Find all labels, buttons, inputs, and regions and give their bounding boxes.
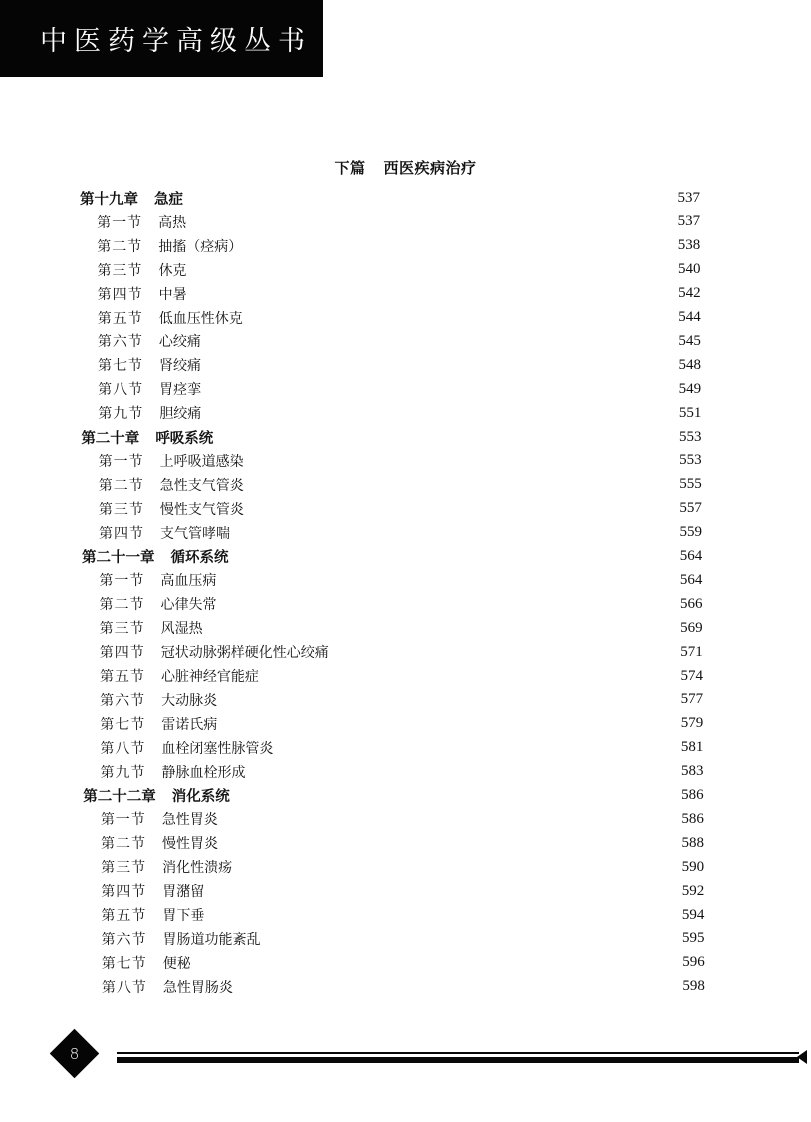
toc-section-row[interactable] bbox=[101, 903, 704, 927]
toc-section-row[interactable] bbox=[99, 568, 702, 592]
dot-leader bbox=[243, 240, 670, 252]
page-ref: 564 bbox=[679, 571, 703, 588]
dot-leader bbox=[231, 790, 674, 802]
dot-leader bbox=[218, 718, 673, 730]
page-ref: 544 bbox=[678, 309, 701, 325]
toc-section-row[interactable] bbox=[98, 306, 701, 330]
section-title: 冠状动脉粥样硬化性心绞痛 bbox=[160, 645, 329, 662]
page-ref: 537 bbox=[677, 189, 700, 206]
dot-leader bbox=[245, 455, 672, 467]
section-number: 第三节 bbox=[98, 501, 144, 518]
page-ref: 545 bbox=[678, 332, 701, 349]
page-ref: 574 bbox=[680, 667, 703, 684]
section-title: 高血压病 bbox=[160, 573, 217, 590]
section-title: 静脉血栓形成 bbox=[161, 764, 246, 781]
section-title: 急性胃炎 bbox=[161, 812, 218, 829]
footer-rule-thin bbox=[117, 1052, 799, 1054]
section-title: 中暑 bbox=[158, 286, 187, 303]
section-number: 第八节 bbox=[98, 382, 144, 399]
dot-leader bbox=[234, 981, 675, 993]
section-number: 第三节 bbox=[101, 860, 147, 877]
dot-leader bbox=[218, 694, 673, 706]
dot-leader bbox=[245, 503, 672, 515]
toc-section-row[interactable] bbox=[98, 377, 701, 401]
page-ref: 538 bbox=[677, 237, 701, 254]
dot-leader bbox=[245, 479, 672, 491]
page-ref: 583 bbox=[681, 763, 704, 780]
dot-leader bbox=[231, 527, 672, 539]
section-number: 第八节 bbox=[100, 740, 146, 757]
toc-chapter-row[interactable] bbox=[80, 186, 700, 210]
dot-leader bbox=[202, 335, 671, 347]
page-ref: 537 bbox=[677, 213, 701, 230]
toc-section-row[interactable] bbox=[102, 927, 705, 951]
section-title: 大动脉炎 bbox=[161, 692, 218, 709]
toc-section-row[interactable] bbox=[101, 855, 704, 879]
toc-section-row[interactable] bbox=[100, 664, 703, 688]
chapter-number: 第十九章 bbox=[80, 191, 138, 208]
dot-leader bbox=[217, 574, 672, 586]
page-ref: 598 bbox=[682, 978, 705, 995]
dot-leader bbox=[262, 933, 675, 945]
dot-leader bbox=[244, 312, 671, 324]
toc-section-row[interactable] bbox=[98, 353, 701, 377]
page-footer bbox=[0, 1020, 811, 1080]
part-name: 西医疾病治疗 bbox=[383, 159, 477, 177]
page-ref: 569 bbox=[680, 619, 703, 636]
section-title: 胆绞痛 bbox=[159, 406, 202, 423]
section-title: 抽搐（痉病） bbox=[158, 238, 243, 255]
dot-leader bbox=[187, 216, 670, 228]
dot-leader bbox=[274, 742, 673, 754]
toc-section-row[interactable] bbox=[99, 473, 702, 497]
section-title: 血栓闭塞性脉管炎 bbox=[161, 740, 274, 757]
section-title: 肾绞痛 bbox=[159, 358, 202, 375]
section-number: 第三节 bbox=[97, 262, 143, 279]
toc-section-row[interactable] bbox=[100, 712, 703, 736]
page-ref: 557 bbox=[679, 500, 702, 517]
dot-leader bbox=[219, 837, 674, 849]
page-ref: 559 bbox=[679, 524, 703, 541]
dot-leader bbox=[214, 431, 671, 443]
toc-section-row[interactable] bbox=[101, 807, 704, 831]
page-ref: 549 bbox=[678, 380, 702, 397]
section-title: 胃肠道功能紊乱 bbox=[162, 931, 261, 948]
dot-leader bbox=[188, 288, 671, 300]
section-number: 第四节 bbox=[97, 286, 143, 303]
section-title: 慢性支气管炎 bbox=[159, 501, 244, 518]
section-title: 心脏神经官能症 bbox=[160, 669, 259, 685]
section-number: 第五节 bbox=[97, 310, 143, 327]
section-number: 第六节 bbox=[97, 334, 143, 351]
page-ref: 564 bbox=[679, 548, 703, 564]
dot-leader bbox=[219, 813, 674, 825]
page-ref: 566 bbox=[680, 595, 703, 612]
page-ref: 586 bbox=[681, 787, 704, 803]
toc-section-row[interactable] bbox=[99, 449, 702, 473]
toc-chapter-row[interactable] bbox=[83, 784, 703, 808]
section-title: 胃下垂 bbox=[162, 908, 205, 924]
section-title: 胃痉挛 bbox=[159, 382, 202, 399]
toc-section-row[interactable] bbox=[98, 401, 701, 425]
section-number: 第四节 bbox=[101, 884, 147, 901]
toc-section-row[interactable] bbox=[100, 640, 703, 664]
page-ref: 577 bbox=[680, 691, 704, 708]
section-title: 心绞痛 bbox=[158, 334, 201, 351]
dot-leader bbox=[202, 383, 671, 395]
section-title: 慢性胃炎 bbox=[161, 836, 218, 853]
dot-leader bbox=[205, 885, 674, 897]
section-title: 休克 bbox=[158, 262, 187, 279]
page-ref: 551 bbox=[678, 404, 702, 421]
page-ref: 581 bbox=[680, 739, 704, 756]
dot-leader bbox=[187, 264, 670, 276]
section-title: 上呼吸道感染 bbox=[159, 453, 244, 470]
section-number: 第六节 bbox=[100, 692, 146, 709]
section-title: 胃潴留 bbox=[162, 884, 205, 901]
section-number: 第一节 bbox=[99, 573, 145, 590]
part-label: 下篇 bbox=[334, 159, 366, 177]
page-number: 8 bbox=[69, 1044, 80, 1063]
dot-leader bbox=[233, 861, 674, 873]
section-number: 第九节 bbox=[98, 406, 144, 423]
page-ref: 555 bbox=[679, 476, 702, 493]
section-title: 急性支气管炎 bbox=[159, 477, 244, 494]
toc-section-row[interactable] bbox=[98, 329, 701, 353]
section-number: 第一节 bbox=[98, 453, 144, 470]
section-number: 第七节 bbox=[98, 358, 144, 375]
section-number: 第九节 bbox=[100, 764, 146, 781]
page-ref: 553 bbox=[678, 428, 702, 445]
section-number: 第二节 bbox=[100, 836, 146, 853]
dot-leader bbox=[204, 622, 673, 634]
section-title: 低血压性休克 bbox=[158, 310, 243, 327]
section-number: 第四节 bbox=[99, 645, 145, 662]
section-title: 心律失常 bbox=[160, 597, 217, 614]
section-number: 第六节 bbox=[101, 931, 147, 948]
section-title: 便秘 bbox=[162, 955, 191, 972]
page-ref: 542 bbox=[678, 285, 701, 302]
chapter-title: 消化系统 bbox=[171, 789, 230, 805]
dot-leader bbox=[330, 646, 673, 658]
section-title: 消化性溃疡 bbox=[162, 860, 233, 877]
section-title: 支气管哮喘 bbox=[160, 525, 231, 542]
chapter-title: 急症 bbox=[154, 191, 183, 208]
dot-leader bbox=[205, 909, 674, 921]
page-ref: 588 bbox=[681, 834, 704, 851]
toc-section-row[interactable] bbox=[97, 210, 700, 234]
toc-section-row[interactable] bbox=[101, 831, 704, 855]
dot-leader bbox=[202, 407, 671, 419]
section-number: 第八节 bbox=[101, 979, 147, 996]
toc-section-row[interactable] bbox=[100, 688, 703, 712]
section-number: 第二节 bbox=[99, 597, 145, 614]
toc-chapter-row[interactable] bbox=[82, 545, 702, 569]
toc-chapter-row[interactable] bbox=[81, 425, 701, 449]
section-number: 第三节 bbox=[99, 621, 145, 638]
page-ref: 594 bbox=[681, 906, 705, 923]
page-ref: 548 bbox=[678, 356, 702, 373]
section-title: 风湿热 bbox=[160, 621, 203, 638]
dot-leader bbox=[229, 551, 672, 563]
dot-leader bbox=[218, 598, 673, 610]
page-ref: 579 bbox=[680, 715, 704, 732]
section-number: 第二节 bbox=[98, 477, 144, 494]
dot-leader bbox=[192, 957, 675, 969]
section-title: 高热 bbox=[158, 214, 187, 231]
section-number: 第七节 bbox=[100, 716, 146, 733]
chapter-number: 第二十章 bbox=[81, 430, 140, 447]
page-ref: 590 bbox=[681, 858, 705, 875]
toc-section-row[interactable] bbox=[100, 592, 703, 616]
toc-section-row[interactable] bbox=[101, 879, 704, 903]
section-number: 第七节 bbox=[101, 955, 147, 972]
page-ref: 592 bbox=[681, 882, 705, 899]
toc-section-row[interactable] bbox=[98, 282, 701, 306]
dot-leader bbox=[202, 359, 671, 371]
toc-section-row[interactable] bbox=[97, 234, 700, 258]
dot-leader bbox=[184, 192, 670, 204]
section-number: 第一节 bbox=[97, 214, 143, 231]
footer-rule-thick bbox=[117, 1057, 799, 1063]
toc-section-row[interactable] bbox=[100, 616, 703, 640]
toc-section-row[interactable] bbox=[99, 521, 702, 545]
section-number: 第一节 bbox=[100, 812, 146, 829]
series-title: 中医药学高级丛书 bbox=[40, 26, 312, 57]
dot-leader bbox=[247, 766, 674, 778]
chapter-number: 第二十二章 bbox=[83, 789, 156, 805]
page-ref: 596 bbox=[682, 954, 705, 971]
page-ref: 586 bbox=[681, 810, 704, 827]
section-number: 第四节 bbox=[99, 525, 145, 542]
section-number: 第五节 bbox=[99, 669, 145, 685]
page-ref: 571 bbox=[680, 643, 703, 660]
page-ref: 595 bbox=[682, 930, 705, 947]
toc-section-row[interactable] bbox=[100, 736, 703, 760]
chapter-number: 第二十一章 bbox=[81, 550, 155, 566]
section-title: 雷诺氏病 bbox=[161, 716, 218, 733]
section-number: 第五节 bbox=[101, 908, 147, 924]
section-number: 第二节 bbox=[97, 238, 143, 255]
chapter-title: 循环系统 bbox=[170, 550, 229, 566]
toc-section-row[interactable] bbox=[102, 975, 705, 999]
toc-section-row[interactable] bbox=[101, 760, 704, 784]
arrow-tip-icon bbox=[797, 1050, 807, 1064]
section-title: 急性胃肠炎 bbox=[162, 979, 233, 996]
toc-section-row[interactable] bbox=[102, 951, 705, 975]
page-ref: 540 bbox=[677, 261, 701, 278]
toc-section-row[interactable] bbox=[99, 497, 702, 521]
page-ref: 553 bbox=[679, 452, 702, 469]
chapter-title: 呼吸系统 bbox=[155, 430, 214, 447]
series-banner bbox=[0, 0, 323, 77]
dot-leader bbox=[260, 670, 673, 682]
toc-section-row[interactable] bbox=[97, 258, 700, 282]
part-heading bbox=[0, 157, 811, 178]
